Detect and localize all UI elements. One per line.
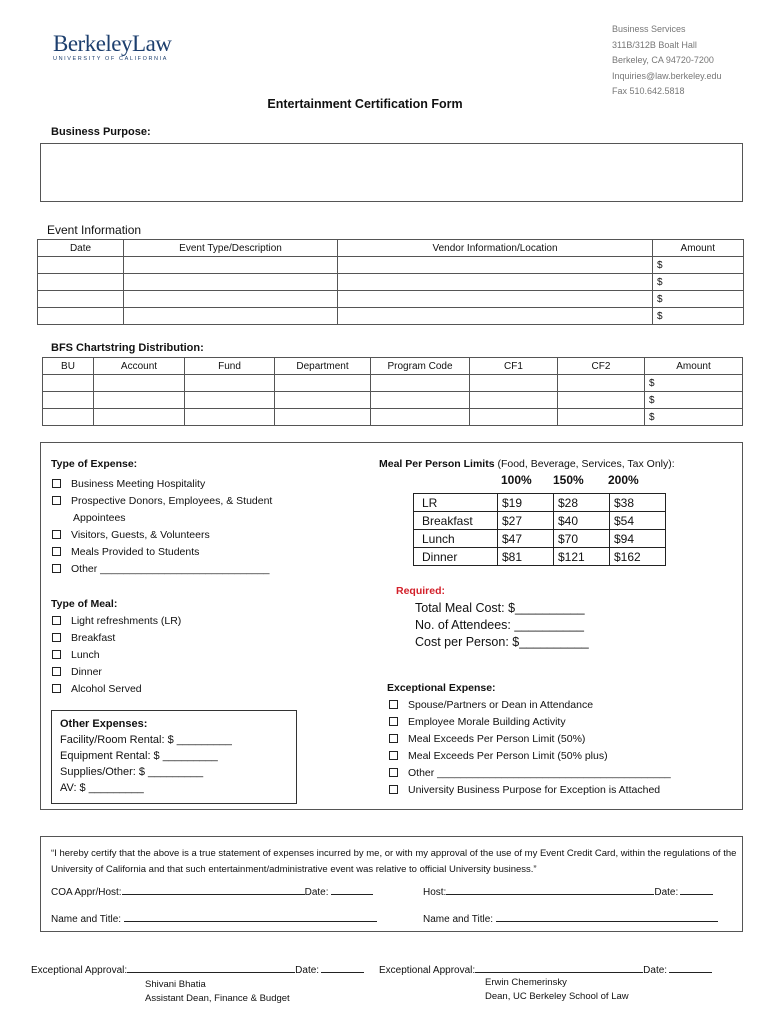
contact-line: Berkeley, CA 94720-7200 — [612, 55, 714, 65]
option-exceeds-50: Meal Exceeds Per Person Limit (50%) — [408, 733, 586, 745]
percent-150: 150% — [553, 473, 584, 487]
event-type-cell[interactable] — [124, 257, 338, 274]
checkbox[interactable] — [389, 751, 398, 760]
list-item — [52, 544, 272, 561]
option-exceeds-50-plus: Meal Exceeds Per Person Limit (50% plus) — [408, 750, 608, 762]
account-cell[interactable] — [94, 375, 185, 392]
list-item — [389, 697, 671, 714]
date-cell[interactable] — [38, 291, 124, 308]
approver-left-title: Assistant Dean, Finance & Budget — [145, 993, 290, 1004]
amount-cell[interactable]: $ — [653, 274, 744, 291]
other-expenses-label: Other Expenses: — [60, 718, 148, 730]
col-header-amount: Amount — [653, 240, 744, 257]
cf1-cell[interactable] — [470, 375, 558, 392]
host-name-title — [423, 912, 718, 925]
meal-name: Dinner — [414, 548, 498, 566]
limit-100: $47 — [498, 530, 554, 548]
table-row — [38, 257, 744, 274]
program-code-cell[interactable] — [371, 392, 470, 409]
list-item — [52, 613, 181, 630]
limit-150: $121 — [554, 548, 610, 566]
table-row — [414, 512, 666, 530]
event-information-table — [37, 239, 744, 325]
form-title: Entertainment Certification Form — [267, 97, 463, 111]
fund-cell[interactable] — [185, 409, 275, 426]
name-title-label: Name and Title: — [51, 914, 122, 925]
approval-label: Exceptional Approval: — [379, 965, 476, 976]
checkbox[interactable] — [52, 616, 61, 625]
date-label: Date: — [654, 887, 679, 898]
col-header-program-code: Program Code — [371, 358, 470, 375]
table-row — [414, 530, 666, 548]
fund-cell[interactable] — [185, 392, 275, 409]
business-purpose-field[interactable] — [40, 143, 743, 202]
meal-limits-label — [379, 458, 675, 470]
name-title-line[interactable] — [124, 912, 377, 922]
amount-cell[interactable]: $ — [653, 308, 744, 325]
host-line[interactable] — [446, 885, 654, 895]
event-type-cell[interactable] — [124, 308, 338, 325]
name-title-label: Name and Title: — [423, 914, 494, 925]
cf2-cell[interactable] — [558, 375, 645, 392]
approval-signature-line[interactable] — [475, 963, 643, 973]
col-header-amount: Amount — [645, 358, 743, 375]
limit-200: $38 — [610, 494, 666, 512]
attendees-field[interactable]: No. of Attendees: __________ — [415, 618, 584, 632]
event-type-cell[interactable] — [124, 291, 338, 308]
vendor-cell[interactable] — [338, 308, 653, 325]
date-line[interactable] — [331, 885, 373, 895]
coa-name-title — [51, 912, 377, 925]
host-label: Host: — [423, 887, 447, 898]
bfs-chartstring-table — [42, 357, 743, 426]
meal-limits-title: Meal Per Person Limits — [379, 458, 495, 470]
contact-info — [612, 22, 722, 100]
berkeley-law-logo: BerkeleyLaw — [53, 31, 172, 56]
list-item-continuation — [52, 510, 272, 527]
list-item — [389, 748, 671, 765]
facility-rental-field[interactable]: Facility/Room Rental: $ _________ — [60, 734, 232, 746]
business-purpose-label: Business Purpose: — [51, 126, 151, 138]
cf1-cell[interactable] — [470, 409, 558, 426]
approver-right-title: Dean, UC Berkeley School of Law — [485, 991, 629, 1002]
amount-cell[interactable]: $ — [645, 392, 743, 409]
av-field[interactable]: AV: $ _________ — [60, 782, 144, 794]
type-of-meal-list — [52, 613, 181, 698]
program-code-cell[interactable] — [371, 409, 470, 426]
limit-200: $94 — [610, 530, 666, 548]
option-morale-building: Employee Morale Building Activity — [408, 716, 566, 728]
vendor-cell[interactable] — [338, 274, 653, 291]
coa-host-label: COA Appr/Host: — [51, 887, 122, 898]
table-row — [414, 494, 666, 512]
col-header-cf2: CF2 — [558, 358, 645, 375]
cf1-cell[interactable] — [470, 392, 558, 409]
list-item — [52, 561, 272, 578]
col-header-account: Account — [94, 358, 185, 375]
approval-label: Exceptional Approval: — [31, 965, 128, 976]
type-of-expense-label: Type of Expense: — [51, 458, 138, 470]
cf2-cell[interactable] — [558, 409, 645, 426]
option-business-meeting: Business Meeting Hospitality — [71, 478, 206, 490]
date-line[interactable] — [680, 885, 713, 895]
meal-limits-table — [413, 493, 666, 566]
limit-150: $28 — [554, 494, 610, 512]
date-label: Date: — [295, 965, 320, 976]
col-header-vendor: Vendor Information/Location — [338, 240, 653, 257]
contact-line: Inquiries@law.berkeley.edu — [612, 70, 722, 81]
required-fields — [415, 600, 589, 651]
limit-150: $40 — [554, 512, 610, 530]
option-dinner: Dinner — [71, 666, 102, 678]
checkbox[interactable] — [52, 564, 61, 573]
event-information-label: Event Information — [47, 223, 142, 237]
checkbox[interactable] — [389, 768, 398, 777]
contact-line: Fax 510.642.5818 — [612, 86, 685, 96]
account-cell[interactable] — [94, 392, 185, 409]
meal-name: LR — [414, 494, 498, 512]
event-type-cell[interactable] — [124, 274, 338, 291]
meal-limits-note: (Food, Beverage, Services, Tax Only): — [494, 458, 675, 470]
option-light-refreshments: Light refreshments (LR) — [71, 615, 182, 627]
option-prospective-donors: Prospective Donors, Employees, & Student — [71, 495, 273, 507]
approver-left-name: Shivani Bhatia — [145, 979, 206, 990]
table-row — [414, 548, 666, 566]
option-other: Other _____________________________ — [71, 563, 270, 575]
option-visitors: Visitors, Guests, & Volunteers — [71, 529, 210, 541]
table-row — [38, 274, 744, 291]
meal-name: Breakfast — [414, 512, 498, 530]
col-header-fund: Fund — [185, 358, 275, 375]
list-item — [52, 527, 272, 544]
col-header-department: Department — [275, 358, 371, 375]
col-header-bu: BU — [43, 358, 94, 375]
table-row — [38, 291, 744, 308]
cost-per-person-field[interactable]: Cost per Person: $__________ — [415, 635, 589, 649]
checkbox[interactable] — [389, 785, 398, 794]
amount-cell[interactable]: $ — [645, 409, 743, 426]
checkbox[interactable] — [52, 496, 61, 505]
option-meals-students: Meals Provided to Students — [71, 546, 200, 558]
checkbox[interactable] — [389, 717, 398, 726]
option-alcohol: Alcohol Served — [71, 683, 142, 695]
checkbox[interactable] — [52, 530, 61, 539]
name-title-line[interactable] — [496, 912, 718, 922]
approval-right — [379, 963, 712, 976]
table-header-row — [43, 358, 743, 375]
bu-cell[interactable] — [43, 392, 94, 409]
list-item — [52, 476, 272, 493]
option-spouse-dean: Spouse/Partners or Dean in Attendance — [408, 699, 594, 711]
certification-statement: “I hereby certify that the above is a true statement of expenses incurred by me, or with my approval of the use of my Event Credit Card, within the regulations of the University of California and that such entertainment/administrative event was relative to official University business.” — [51, 848, 737, 875]
date-cell[interactable] — [38, 308, 124, 325]
equipment-rental-field[interactable]: Equipment Rental: $ _________ — [60, 750, 218, 762]
col-header-event-type: Event Type/Description — [124, 240, 338, 257]
approver-right-name: Erwin Chemerinsky — [485, 977, 567, 988]
host-signature — [423, 885, 713, 898]
checkbox[interactable] — [52, 667, 61, 676]
list-item — [389, 714, 671, 731]
supplies-other-field[interactable]: Supplies/Other: $ _________ — [60, 766, 204, 778]
option-breakfast: Breakfast — [71, 632, 116, 644]
option-continuation: Appointees — [73, 512, 126, 524]
logo-subtitle: UNIVERSITY OF CALIFORNIA — [53, 56, 169, 62]
table-row — [43, 375, 743, 392]
date-cell[interactable] — [38, 257, 124, 274]
list-item — [389, 782, 671, 799]
option-other: Other ________________________________________ — [408, 767, 671, 779]
checkbox[interactable] — [389, 734, 398, 743]
percent-100: 100% — [501, 473, 532, 487]
option-lunch: Lunch — [71, 649, 100, 661]
type-of-meal-label: Type of Meal: — [51, 598, 118, 610]
list-item — [389, 765, 671, 782]
limit-100: $81 — [498, 548, 554, 566]
bu-cell[interactable] — [43, 409, 94, 426]
checkbox[interactable] — [52, 684, 61, 693]
limit-150: $70 — [554, 530, 610, 548]
table-header-row — [38, 240, 744, 257]
vendor-cell[interactable] — [338, 257, 653, 274]
bfs-chartstring-label: BFS Chartstring Distribution: — [51, 342, 204, 354]
checkbox[interactable] — [52, 650, 61, 659]
checkbox[interactable] — [389, 700, 398, 709]
date-label: Date: — [304, 887, 329, 898]
required-label: Required: — [396, 585, 446, 597]
option-business-purpose-attached: University Business Purpose for Exception is Attached — [408, 784, 661, 796]
checkbox[interactable] — [52, 479, 61, 488]
coa-host-line[interactable] — [122, 885, 305, 895]
limit-200: $54 — [610, 512, 666, 530]
vendor-cell[interactable] — [338, 291, 653, 308]
contact-line: Business Services — [612, 24, 686, 34]
exceptional-expense-label: Exceptional Expense: — [387, 682, 496, 694]
total-meal-cost-field[interactable]: Total Meal Cost: $__________ — [415, 601, 585, 615]
list-item — [52, 664, 181, 681]
amount-cell[interactable]: $ — [653, 257, 744, 274]
amount-cell[interactable]: $ — [645, 375, 743, 392]
other-expenses-box — [51, 710, 297, 804]
contact-line: 311B/312B Boalt Hall — [612, 39, 697, 50]
date-cell[interactable] — [38, 274, 124, 291]
account-cell[interactable] — [94, 409, 185, 426]
list-item — [52, 493, 272, 510]
program-code-cell[interactable] — [371, 375, 470, 392]
list-item — [389, 731, 671, 748]
approval-left — [31, 963, 364, 976]
checkbox[interactable] — [52, 547, 61, 556]
coa-host-signature — [51, 885, 373, 898]
approval-signature-line[interactable] — [127, 963, 295, 973]
list-item — [52, 647, 181, 664]
cf2-cell[interactable] — [558, 392, 645, 409]
department-cell[interactable] — [275, 392, 371, 409]
list-item — [52, 630, 181, 647]
table-row — [38, 308, 744, 325]
exceptional-expense-list — [389, 697, 671, 799]
date-label: Date: — [643, 965, 668, 976]
date-line[interactable] — [321, 963, 364, 973]
limit-100: $27 — [498, 512, 554, 530]
department-cell[interactable] — [275, 409, 371, 426]
meal-name: Lunch — [414, 530, 498, 548]
checkbox[interactable] — [52, 633, 61, 642]
limit-100: $19 — [498, 494, 554, 512]
list-item — [52, 681, 181, 698]
table-row — [43, 409, 743, 426]
percent-200: 200% — [608, 473, 639, 487]
col-header-date: Date — [38, 240, 124, 257]
limit-200: $162 — [610, 548, 666, 566]
type-of-expense-list — [52, 476, 272, 578]
bu-cell[interactable] — [43, 375, 94, 392]
amount-cell[interactable]: $ — [653, 291, 744, 308]
col-header-cf1: CF1 — [470, 358, 558, 375]
date-line[interactable] — [669, 963, 712, 973]
department-cell[interactable] — [275, 375, 371, 392]
table-row — [43, 392, 743, 409]
fund-cell[interactable] — [185, 375, 275, 392]
